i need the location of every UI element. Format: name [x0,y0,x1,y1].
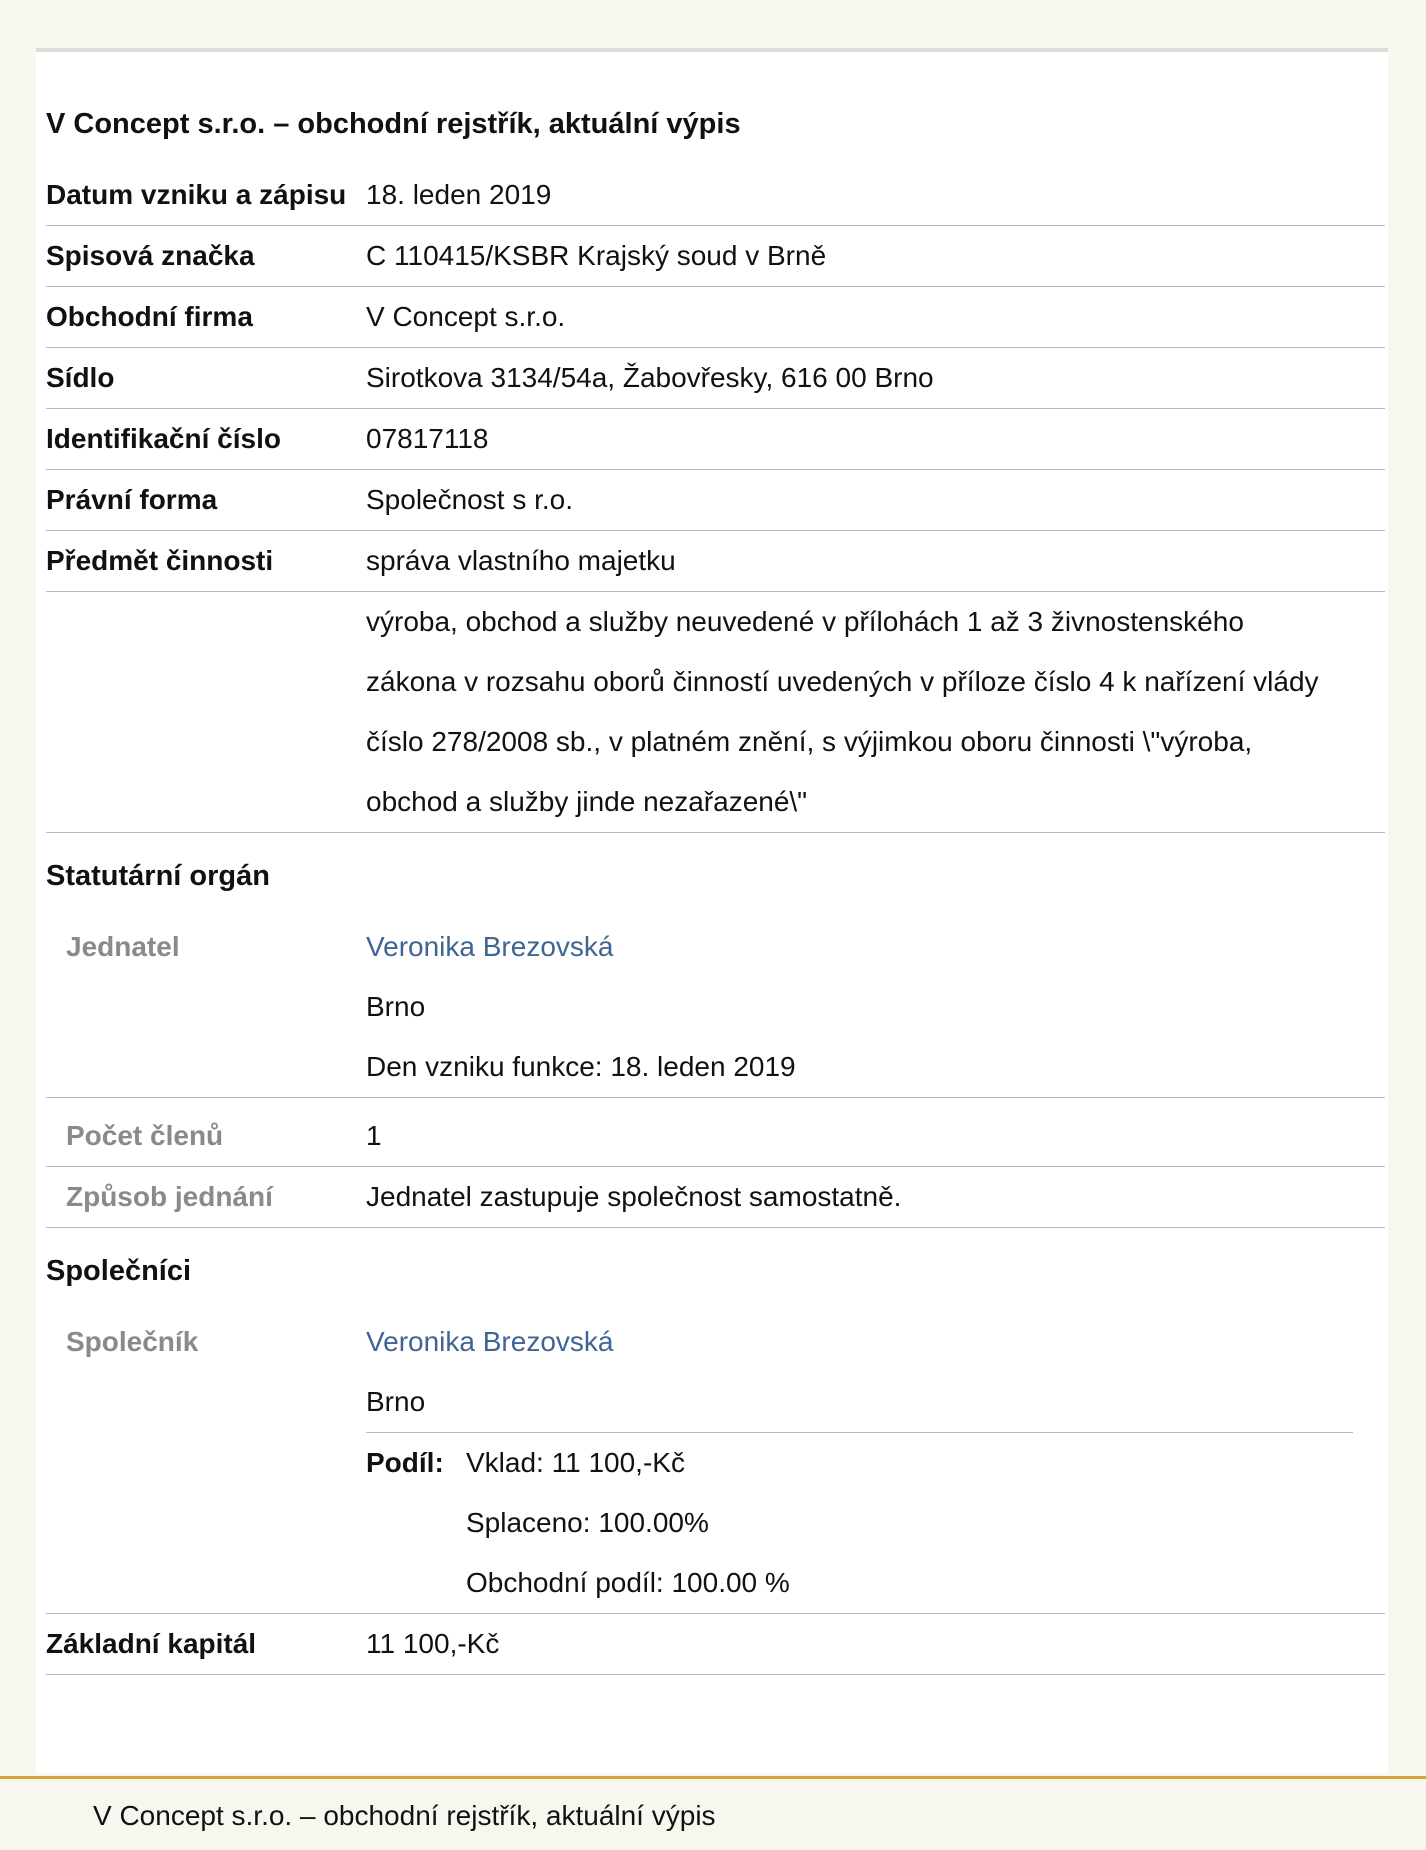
row-ico [46,409,1385,470]
jednatel-label: Jednatel [46,917,366,1098]
row-spolecnik [46,1312,1385,1614]
firma-label: Obchodní firma [46,287,366,348]
spis-label: Spisová značka [46,226,366,287]
footer-divider [0,1776,1426,1779]
kapital-value: 11 100,-Kč [366,1614,1385,1675]
ico-value: 07817118 [366,409,1385,470]
statutarni-table [46,917,1385,1228]
sidlo-label: Sídlo [46,348,366,409]
datum-label: Datum vzniku a zápisu [46,165,366,226]
row-spisova-znacka [46,226,1385,287]
spolecnici-table [46,1312,1385,1675]
spis-value: C 110415/KSBR Krajský soud v Brně [366,226,1385,287]
podil-block [366,1433,1385,1613]
row-zpusob-jednani [46,1167,1385,1228]
row-predmet-2 [46,592,1385,833]
spolecnik-name-link[interactable]: Veronika Brezovská [366,1326,614,1357]
basic-info-table [46,165,1385,833]
datum-value: 18. leden 2019 [366,165,1385,226]
podil-obchodni: Obchodní podíl: 100.00 % [466,1567,790,1598]
podil-splaceno: Splaceno: 100.00% [466,1507,709,1538]
registry-card [36,48,1388,1773]
row-predmet-1 [46,531,1385,592]
row-pocet-clenu [46,1098,1385,1167]
forma-value: Společnost s r.o. [366,470,1385,531]
forma-label: Právní forma [46,470,366,531]
pocet-label: Počet členů [46,1098,366,1167]
podil-vklad: Vklad: 11 100,-Kč [466,1447,685,1478]
kapital-label: Základní kapitál [46,1614,366,1675]
row-jednatel [46,917,1385,1098]
predmet-value-1: správa vlastního majetku [366,531,1385,592]
row-datum [46,165,1385,226]
zpusob-value: Jednatel zastupuje společnost samostatně. [366,1167,1385,1228]
firma-value: V Concept s.r.o. [366,287,1385,348]
podil-label: Podíl: [366,1447,444,1478]
ico-label: Identifikační číslo [46,409,366,470]
row-zakladni-kapital [46,1614,1385,1675]
jednatel-name-link[interactable]: Veronika Brezovská [366,931,614,962]
predmet-value-2: výroba, obchod a služby neuvedené v přílohách 1 až 3 živnostenského zákona v rozsahu oborů činností uvedených v příloze číslo 4 k nařízení vlády číslo 278/2008 sb., v platném znění, s výjimkou oboru činnosti \"výroba, obchod a služby jinde nezařazené\" [366,592,1385,833]
zpusob-label: Způsob jednání [46,1167,366,1228]
jednatel-details [366,917,1385,1098]
jednatel-since: Den vzniku funkce: 18. leden 2019 [366,1051,796,1082]
registry-content [46,52,1385,1675]
spolecnik-city: Brno [366,1372,1353,1433]
sidlo-value: Sirotkova 3134/54a, Žabovřesky, 616 00 Brno [366,348,1385,409]
predmet-label: Předmět činnosti [46,531,366,592]
jednatel-city: Brno [366,991,426,1022]
footer-text: V Concept s.r.o. – obchodní rejstřík, aktuální výpis [93,1800,716,1831]
row-sidlo [46,348,1385,409]
spolecnik-details [366,1312,1385,1614]
spolecnik-label: Společník [46,1312,366,1614]
pocet-value: 1 [366,1098,1385,1167]
podil-values [466,1433,790,1613]
predmet-label-empty [46,592,366,833]
row-pravni-forma [46,470,1385,531]
statutarni-heading: Statutární orgán [46,860,270,892]
page-title: V Concept s.r.o. – obchodní rejstřík, aktuální výpis [46,108,741,140]
spolecnici-heading: Společníci [46,1255,192,1287]
row-obchodni-firma [46,287,1385,348]
